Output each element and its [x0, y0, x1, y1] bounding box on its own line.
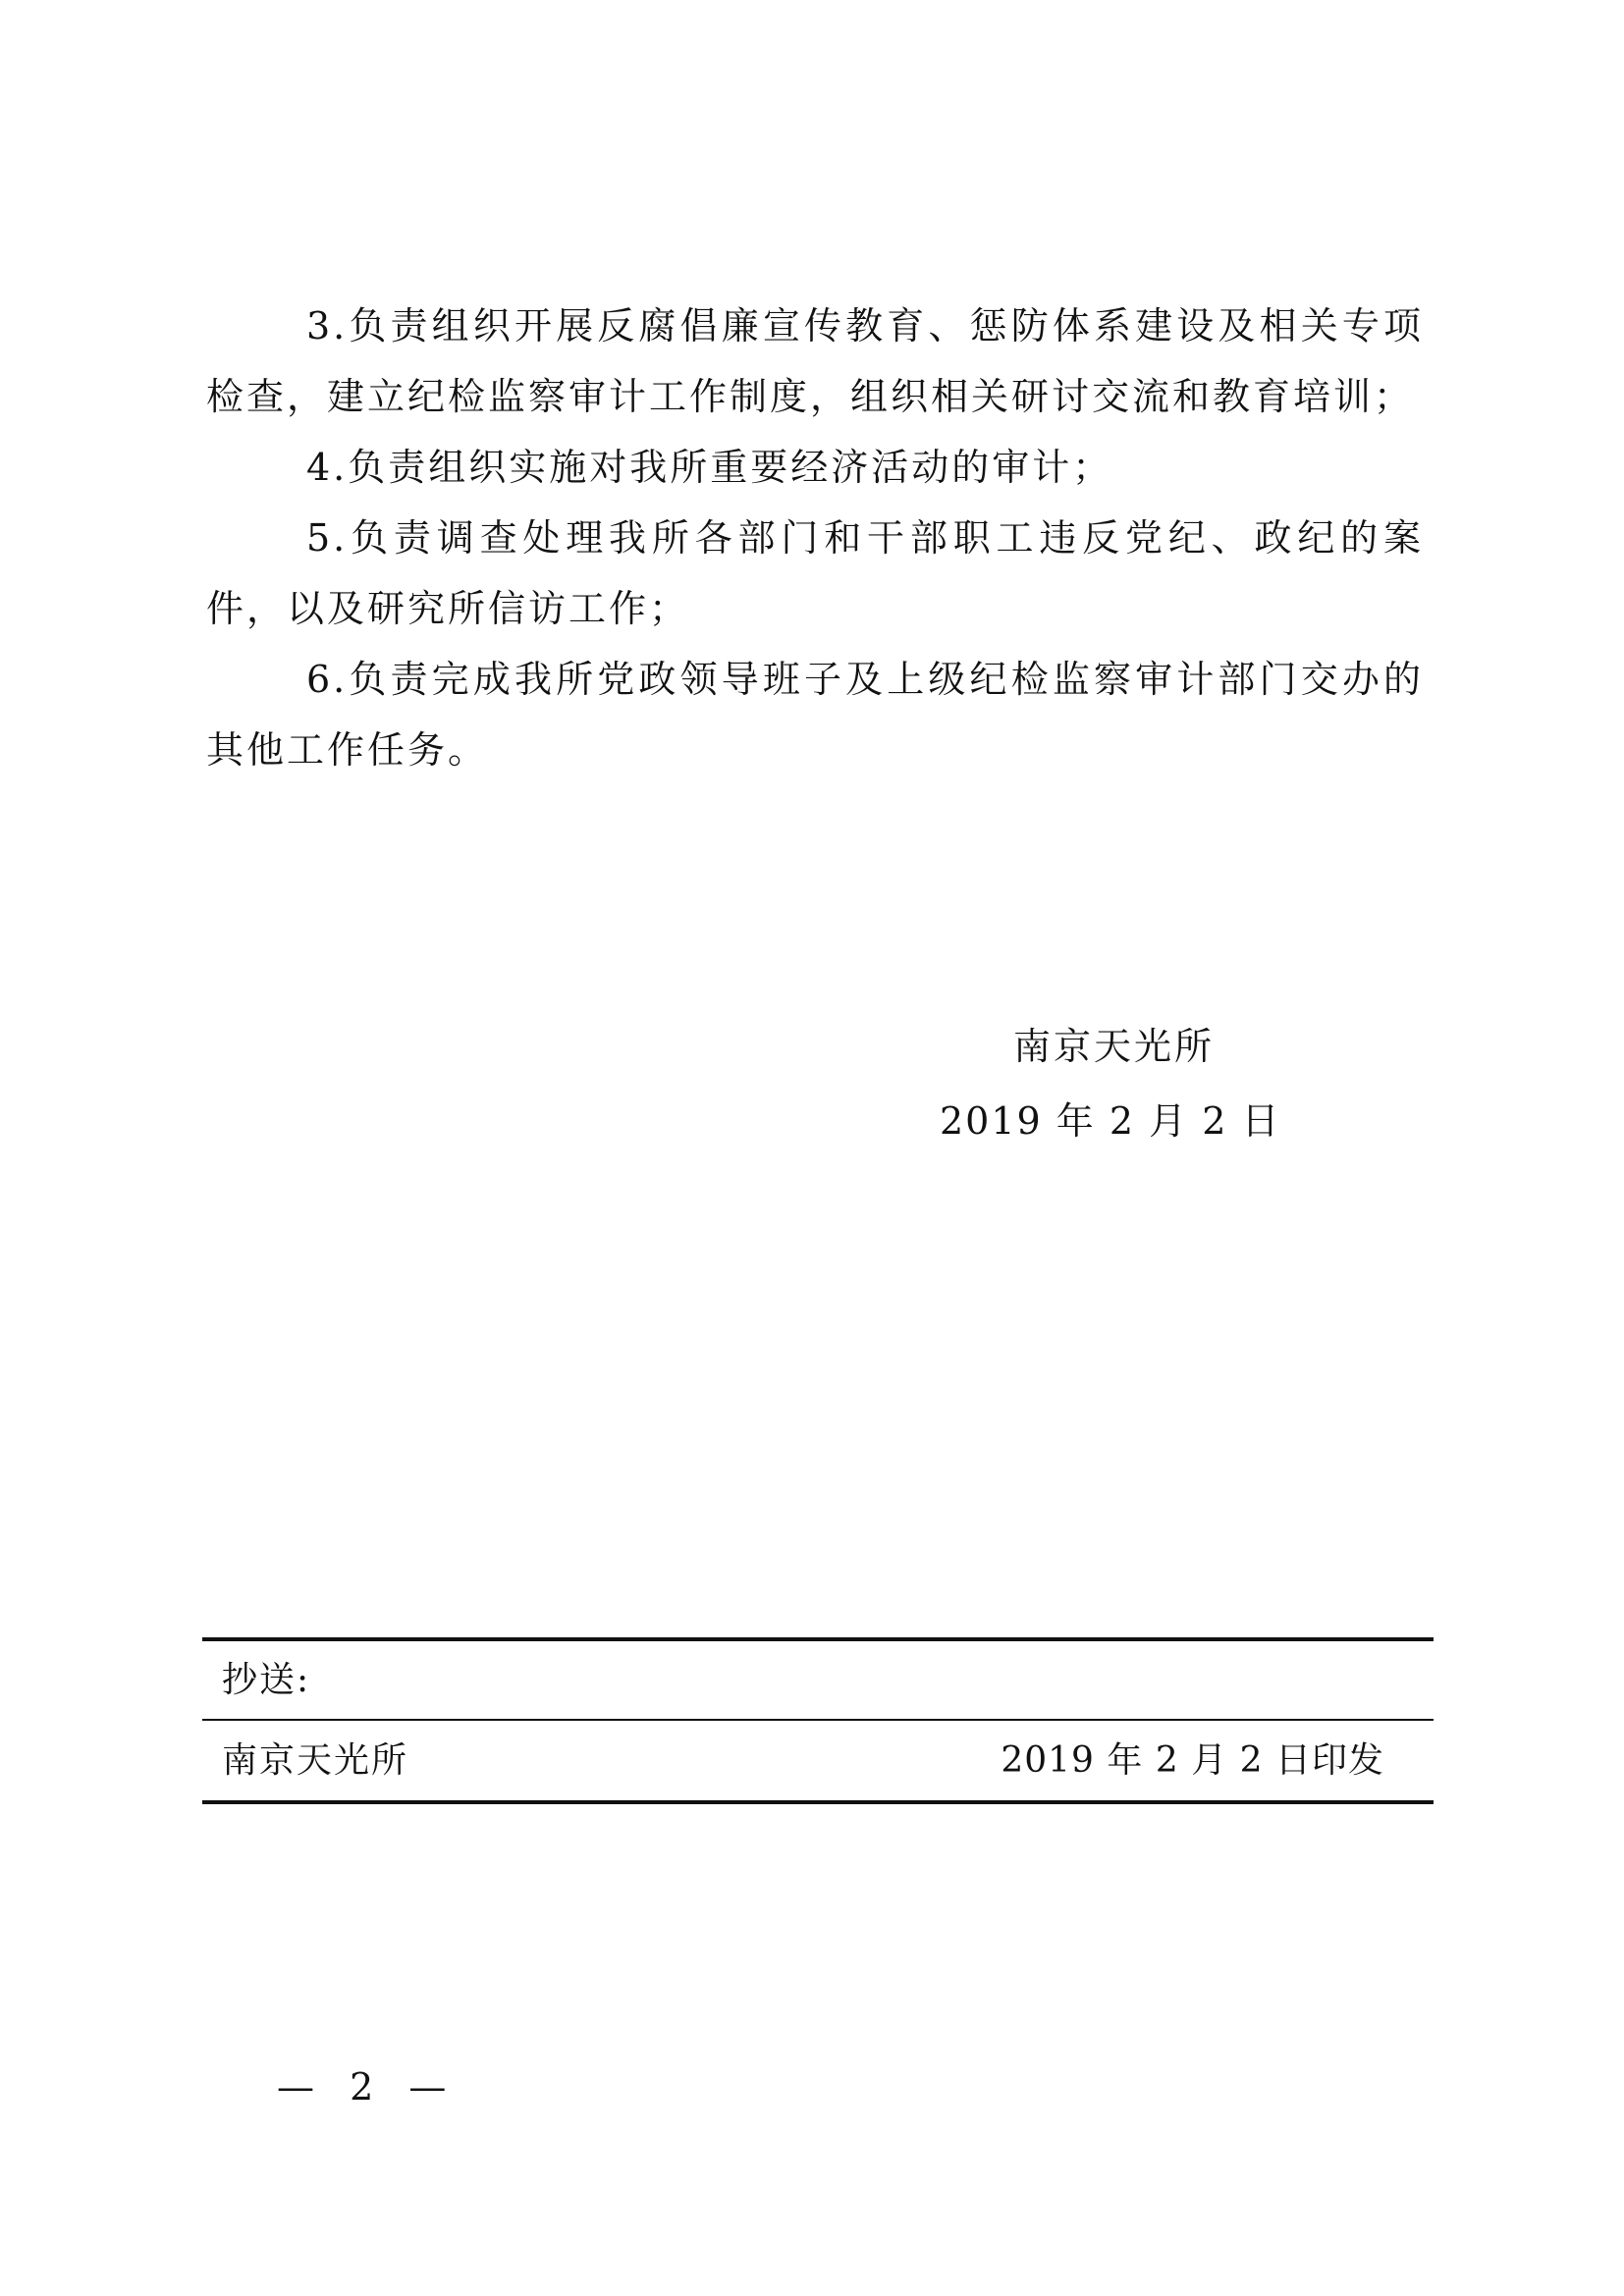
footer-issuer: 南京天光所 — [222, 1740, 409, 1781]
footer-issue-date: 2019 年 2 月 2 日印发 — [1001, 1740, 1384, 1781]
footer-bottom-rule — [202, 1800, 1434, 1804]
page-number: — 2 — — [277, 2065, 459, 2109]
signature-organization: 南京天光所 — [1013, 1025, 1216, 1068]
paragraph-item-3: 3.负责组织开展反腐倡廉宣传教育、惩防体系建设及相关专项检查，建立纪检监察审计工作制度，组织相关研讨交流和教育培训； — [206, 304, 1424, 418]
footer-middle-rule — [202, 1719, 1434, 1721]
footer-top-rule — [202, 1637, 1434, 1641]
paragraph-item-5: 5.负责调查处理我所各部门和干部职工违反党纪、政纪的案件，以及研究所信访工作； — [206, 516, 1424, 630]
body-text — [206, 291, 1424, 785]
cc-label: 抄送: — [222, 1660, 311, 1700]
paragraph-item-4: 4.负责组织实施对我所重要经济活动的审计； — [306, 446, 1113, 489]
signature-date: 2019 年 2 月 2 日 — [940, 1099, 1281, 1143]
paragraph-item-6: 6.负责完成我所党政领导班子及上级纪检监察审计部门交办的其他工作任务。 — [206, 658, 1424, 772]
